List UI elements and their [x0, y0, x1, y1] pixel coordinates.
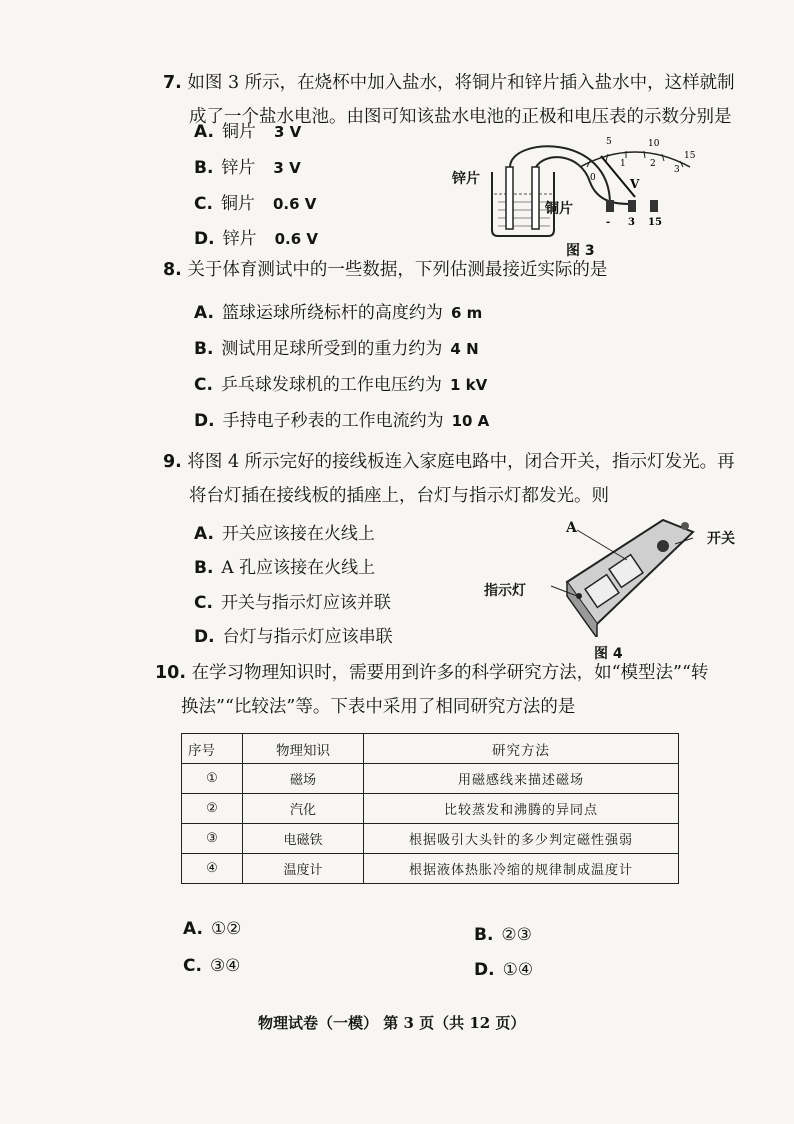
- q8-option-c: C. 乒乓球发球机的工作电压约为 1 kV: [194, 375, 488, 395]
- wire-copper: [536, 157, 630, 204]
- question-7: [163, 66, 763, 100]
- label-zinc: 锌片: [452, 171, 480, 187]
- q8-option-d: D. 手持电子秒表的工作电流约为 10 A: [194, 411, 490, 431]
- switch-button: [657, 540, 669, 552]
- question-text-line1: 如图 3 所示，在烧杯中加入盐水，将铜片和锌片插入盐水中，这样就制: [187, 73, 735, 93]
- scale-3: 3: [674, 165, 680, 175]
- terminal-label-3: 3: [628, 217, 635, 228]
- q7-option-b: B. 锌片 3 V: [194, 158, 301, 178]
- q7-option-a: A. 铜片 3 V: [194, 122, 302, 142]
- question-number: 8.: [163, 260, 182, 280]
- terminal-3: [628, 200, 636, 212]
- question-9: [163, 445, 763, 479]
- q7-option-c: C. 铜片 0.6 V: [194, 194, 317, 214]
- figure-3-caption: 图 3: [566, 243, 595, 259]
- scale-15: 15: [684, 151, 696, 161]
- terminal-15: [650, 200, 658, 212]
- terminal-label-neg: -: [606, 217, 611, 228]
- q7-option-d: D. 锌片 0.6 V: [194, 229, 318, 249]
- table-header-row: [182, 734, 679, 764]
- header-index: 序号: [182, 734, 243, 764]
- question-10-line2: 换法”“比较法”等。下表中采用了相同研究方法的是: [181, 697, 576, 717]
- label-indicator-light: 指示灯: [484, 583, 526, 599]
- cord-outlet: [681, 522, 689, 530]
- header-method: 研究方法: [364, 734, 679, 764]
- q9-option-c: C. 开关与指示灯应该并联: [194, 593, 391, 613]
- table-row: ③ 电磁铁 根据吸引大头针的多少判定磁性强弱: [182, 824, 679, 854]
- label-copper: 铜片: [545, 201, 573, 217]
- question-text: 关于体育测试中的一些数据，下列估测最接近实际的是: [187, 260, 608, 280]
- copper-plate: [532, 167, 539, 229]
- terminal-label-15: 15: [648, 217, 662, 228]
- figure-4-caption: 图 4: [594, 646, 623, 662]
- question-9-line2: 将台灯插在接线板的插座上，台灯与指示灯都发光。则: [189, 486, 609, 506]
- question-number: 9.: [163, 452, 182, 472]
- q9-option-d: D. 台灯与指示灯应该串联: [194, 627, 393, 647]
- zinc-plate: [506, 167, 513, 229]
- meter-unit: V: [630, 177, 640, 191]
- label-switch: 开关: [707, 531, 735, 547]
- scale-5: 5: [606, 137, 612, 147]
- question-number: 10.: [155, 663, 187, 683]
- terminal-negative: [606, 200, 614, 212]
- q8-option-a: A. 篮球运球所绕标杆的高度约为 6 m: [194, 303, 483, 323]
- table-row: ④ 温度计 根据液体热胀冷缩的规律制成温度计: [182, 854, 679, 884]
- figure-3-battery-voltmeter: [450, 132, 700, 242]
- question-text-line1: 在学习物理知识时，需要用到许多的科学研究方法，如“模型法”“转: [191, 663, 709, 683]
- question-number: 7.: [163, 73, 182, 93]
- q10-option-a: A. ①②: [183, 919, 242, 939]
- q9-option-b: B. A 孔应该接在火线上: [194, 558, 376, 578]
- scale-2: 2: [650, 159, 656, 169]
- label-a-hole: A: [566, 520, 577, 536]
- question-text-line1: 将图 4 所示完好的接线板连入家庭电路中，闭合开关，指示灯发光。再: [187, 452, 735, 472]
- scale-0: 0: [590, 173, 596, 183]
- q10-option-b: B. ②③: [474, 925, 532, 945]
- leader-a: [577, 530, 627, 560]
- question-8: [163, 253, 763, 287]
- table-row: ② 汽化 比较蒸发和沸腾的异同点: [182, 794, 679, 824]
- q9-option-a: A. 开关应该接在火线上: [194, 524, 375, 544]
- q8-option-b: B. 测试用足球所受到的重力约为 4 N: [194, 339, 479, 359]
- q10-option-c: C. ③④: [183, 956, 241, 976]
- research-methods-table: [181, 733, 679, 884]
- scale-1: 1: [620, 159, 626, 169]
- table-row: ① 磁场 用磁感线来描述磁场: [182, 764, 679, 794]
- q10-option-d: D. ①④: [474, 960, 534, 980]
- header-knowledge: 物理知识: [243, 734, 364, 764]
- question-10: [155, 656, 765, 690]
- scale-10: 10: [648, 139, 660, 149]
- meter-ticks: [587, 151, 683, 167]
- page-footer: 物理试卷（一模） 第 3 页（共 12 页）: [258, 1014, 526, 1032]
- question-7-line2: 成了一个盐水电池。由图可知该盐水电池的正极和电压表的示数分别是: [189, 107, 732, 127]
